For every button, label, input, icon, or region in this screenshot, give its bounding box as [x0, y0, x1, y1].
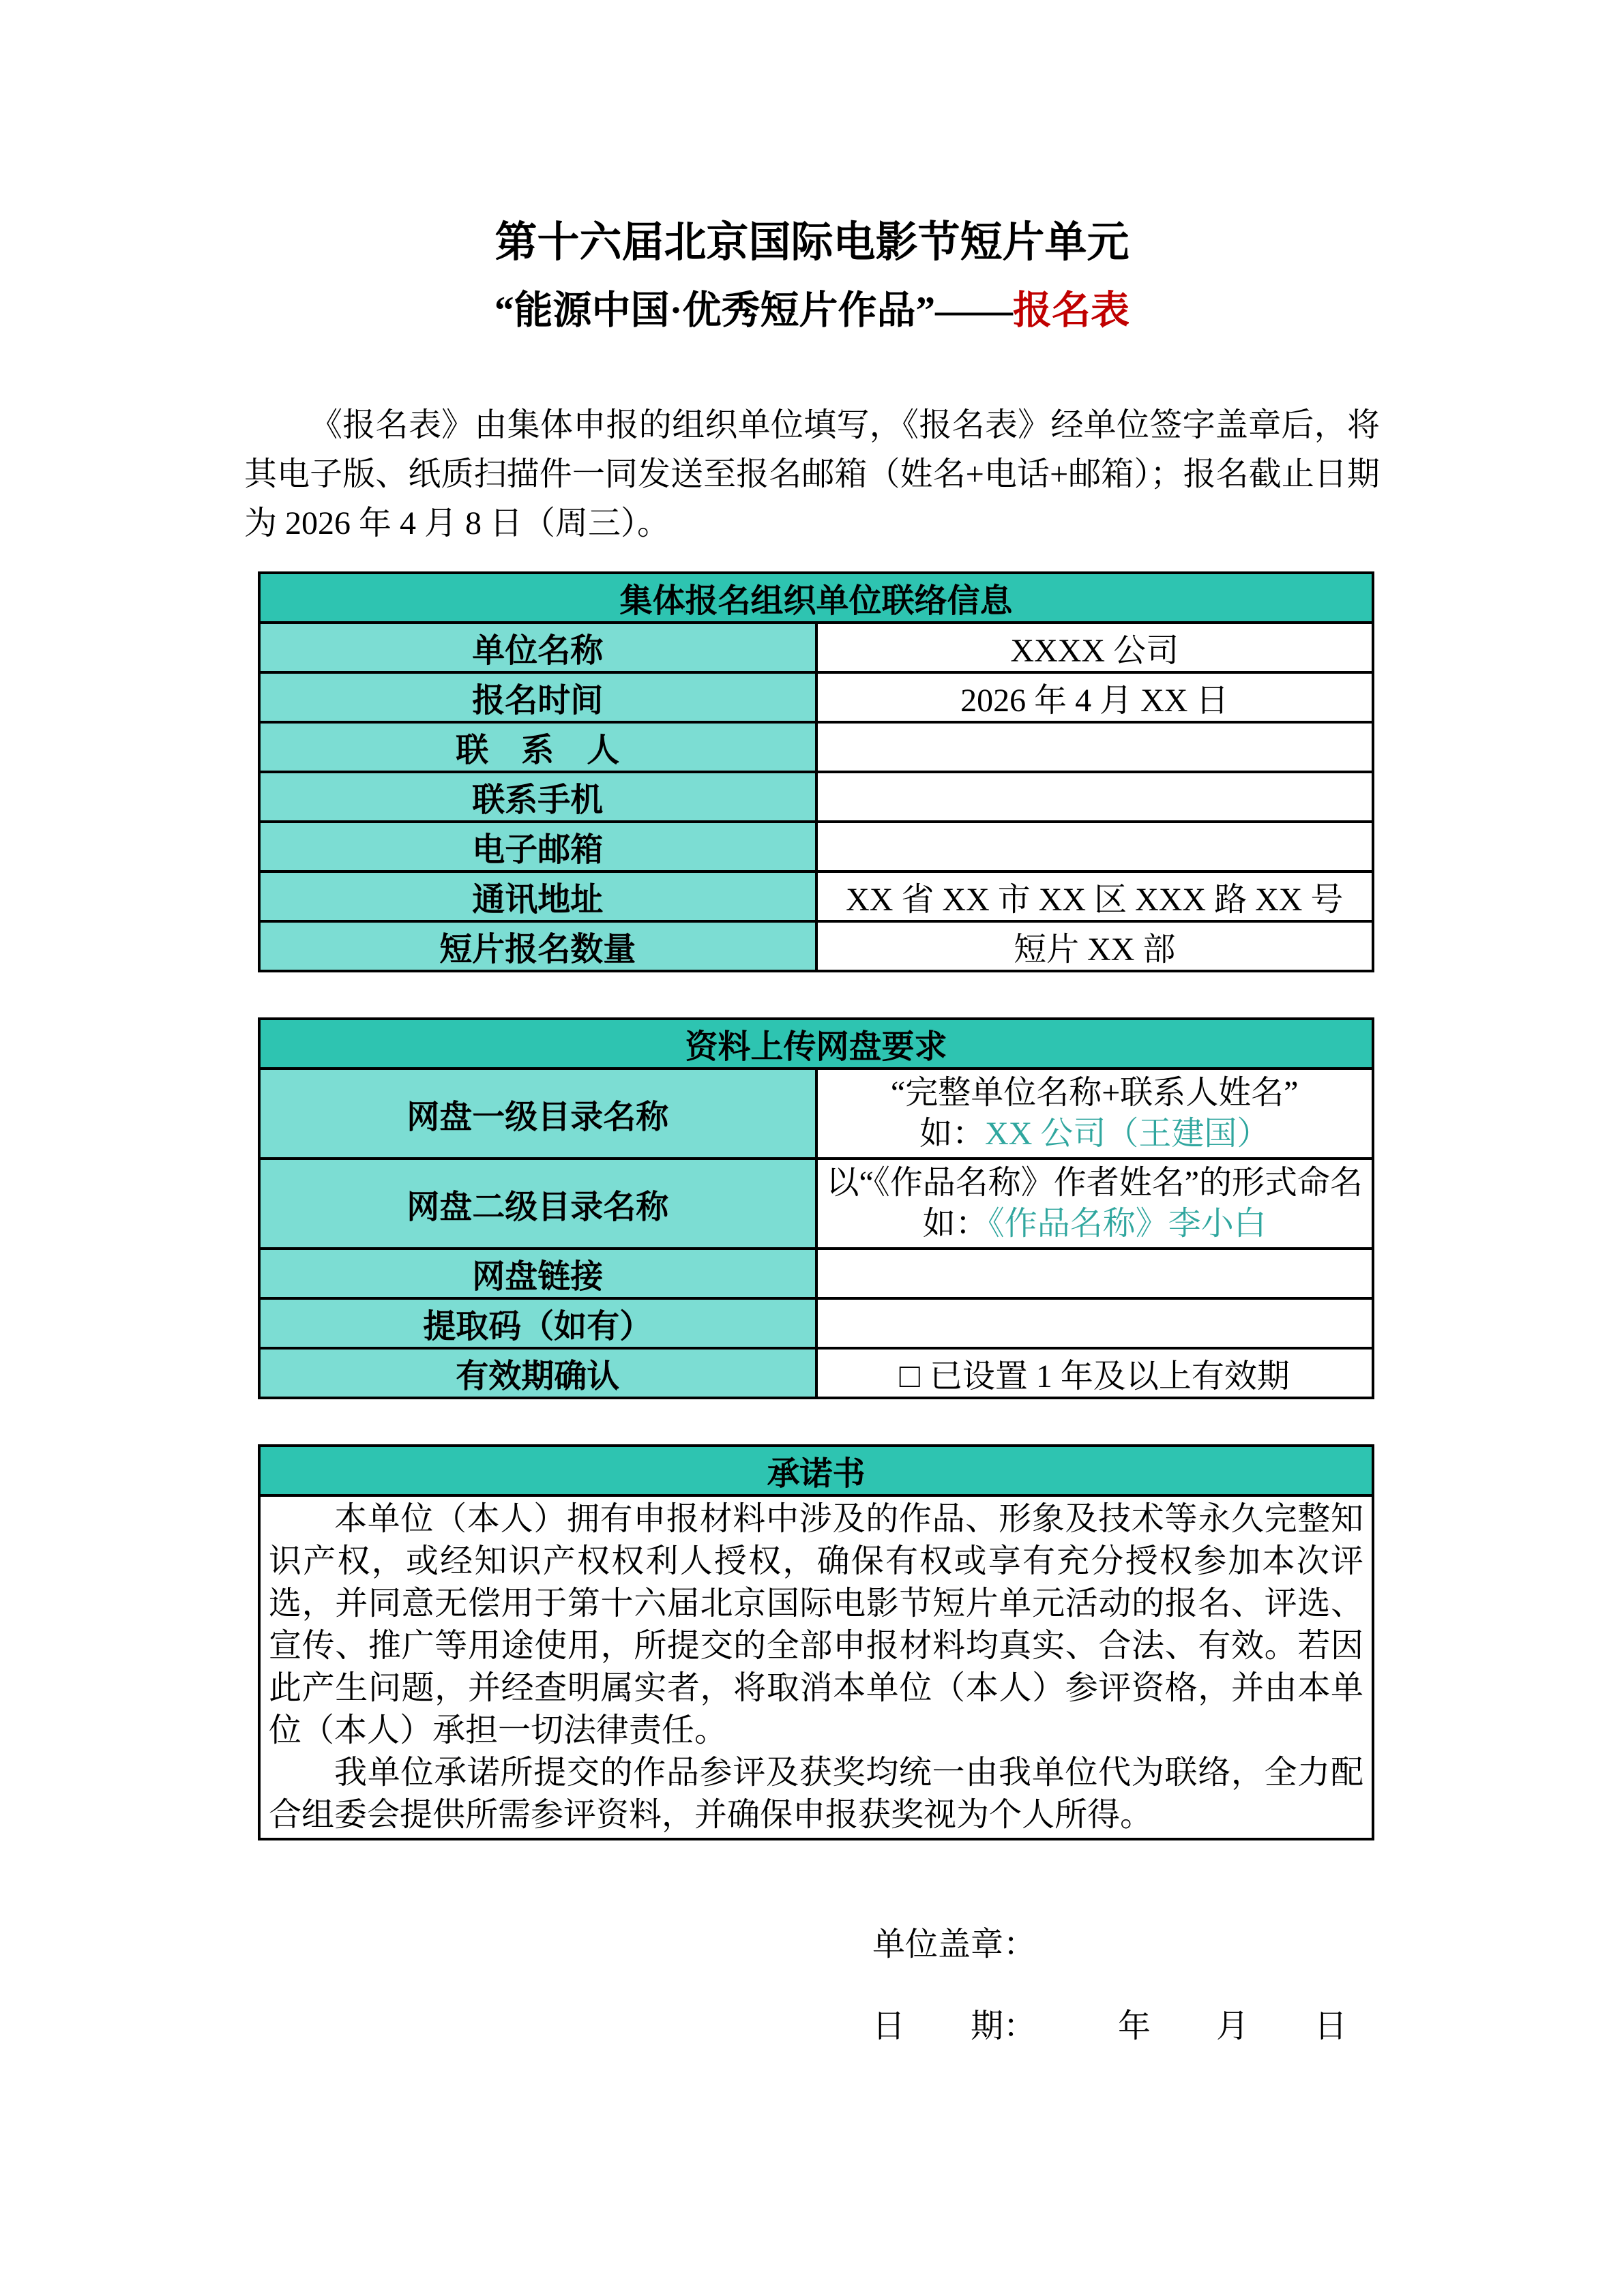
contact-value-email[interactable]: [816, 822, 1374, 871]
upload-row-extraction-code: [259, 1298, 1373, 1348]
contact-label-registration-date: 报名时间: [259, 672, 816, 722]
pledge-paragraph-2: 我单位承诺所提交的作品参评及获奖均统一由我单位代为联络，全力配合组委会提供所需参评资料，并确保申报获奖视为个人所得。: [269, 1755, 1363, 1833]
pledge-body: [259, 1495, 1373, 1839]
upload-value-level1-dir: [816, 1069, 1374, 1159]
contact-label-mailing-address: 通讯地址: [259, 871, 816, 921]
contact-row-contact-phone: [259, 772, 1373, 822]
contact-info-table: [258, 571, 1374, 972]
level2-dir-example: 《作品名称》李小白: [988, 1206, 1267, 1242]
upload-value-level2-dir: [816, 1159, 1374, 1249]
upload-label-extraction-code: 提取码（如有）: [259, 1298, 816, 1348]
contact-row-shortfilm-count: [259, 921, 1373, 971]
contact-value-shortfilm-count: 短片 XX 部: [816, 921, 1374, 971]
contact-table-header-row: [259, 573, 1373, 623]
upload-value-validity-confirm: [816, 1348, 1374, 1398]
level1-dir-example-line: [818, 1114, 1372, 1154]
doc-subtitle: [244, 289, 1380, 333]
upload-label-level1-dir: 网盘一级目录名称: [259, 1069, 816, 1159]
level2-dir-example-line: [818, 1204, 1372, 1244]
upload-row-level2-dir: [259, 1159, 1373, 1249]
checkbox-icon[interactable]: □: [899, 1356, 920, 1395]
example-prefix: 如：: [919, 1116, 986, 1152]
contact-label-shortfilm-count: 短片报名数量: [259, 921, 816, 971]
contact-value-mailing-address: XX 省 XX 市 XX 区 XXX 路 XX 号: [816, 871, 1374, 921]
contact-row-unit-name: [259, 623, 1373, 672]
upload-row-netdisk-link: [259, 1249, 1373, 1298]
doc-title: 第十六届北京国际电影节短片单元: [494, 220, 1130, 266]
upload-value-extraction-code[interactable]: [816, 1298, 1374, 1348]
subtitle-prefix: “能源中国·优秀短片作品”: [494, 289, 935, 332]
contact-label-contact-person: 联 系 人: [259, 722, 816, 772]
contact-value-unit-name: XXXX 公司: [816, 623, 1374, 672]
pledge-paragraph-1: 本单位（本人）拥有申报材料中涉及的作品、形象及技术等永久完整知识产权，或经知识产权权利人授权，确保有权或享有充分授权参加本次评选，并同意无偿用于第十六届北京国际电影节短片单元活动的报名、评选、宣传、推广等用途使用，所提交的全部申报材料均真实、合法、有效。若因此产生问题，并经查明属实者，将取消本单位（本人）参评资格，并由本单位（本人）承担一切法律责任。: [269, 1501, 1363, 1748]
date-line: 日 期： 年 月 日: [872, 2008, 1348, 2044]
level1-dir-example: XX 公司（王建国）: [985, 1116, 1270, 1152]
pledge-header-row: [259, 1446, 1373, 1495]
signature-block: [872, 1926, 1380, 2046]
level1-dir-rule: “完整单位名称+联系人姓名”: [890, 1075, 1299, 1111]
contact-row-email: [259, 822, 1373, 871]
contact-value-contact-person[interactable]: [816, 722, 1374, 772]
level2-dir-rule: 以“《作品名称》作者姓名”的形式命名: [826, 1165, 1363, 1201]
subtitle-highlight: 报名表: [1013, 289, 1130, 332]
upload-label-netdisk-link: 网盘链接: [259, 1249, 816, 1298]
subtitle-dash: ——: [935, 289, 1013, 332]
upload-requirements-table: [258, 1017, 1374, 1399]
contact-table-header: 集体报名组织单位联络信息: [259, 573, 1373, 623]
contact-label-contact-phone: 联系手机: [259, 772, 816, 822]
contact-value-contact-phone[interactable]: [816, 772, 1374, 822]
upload-value-netdisk-link[interactable]: [816, 1249, 1374, 1298]
intro-paragraph: 《报名表》由集体申报的组织单位填写，《报名表》经单位签字盖章后，将其电子版、纸质扫描件一同发送至报名邮箱（姓名+电话+邮箱）；报名截止日期为 2026 年 4 月 8 日（周三）。: [244, 407, 1380, 541]
upload-label-level2-dir: 网盘二级目录名称: [259, 1159, 816, 1249]
example-prefix: 如：: [922, 1206, 988, 1242]
contact-row-contact-person: [259, 722, 1373, 772]
stamp-label: 单位盖章：: [872, 1926, 1037, 1963]
validity-confirm-text: 已设置 1 年及以上有效期: [929, 1358, 1290, 1395]
contact-value-registration-date: 2026 年 4 月 XX 日: [816, 672, 1374, 722]
contact-row-registration-date: [259, 672, 1373, 722]
upload-table-header-row: [259, 1019, 1373, 1069]
upload-row-level1-dir: [259, 1069, 1373, 1159]
contact-label-unit-name: 单位名称: [259, 623, 816, 672]
upload-row-validity-confirm: [259, 1348, 1373, 1398]
pledge-table: [258, 1444, 1374, 1840]
contact-row-mailing-address: [259, 871, 1373, 921]
contact-label-email: 电子邮箱: [259, 822, 816, 871]
pledge-header: 承诺书: [259, 1446, 1373, 1495]
upload-table-header: 资料上传网盘要求: [259, 1019, 1373, 1069]
pledge-body-row: [259, 1495, 1373, 1839]
upload-label-validity-confirm: 有效期确认: [259, 1348, 816, 1398]
